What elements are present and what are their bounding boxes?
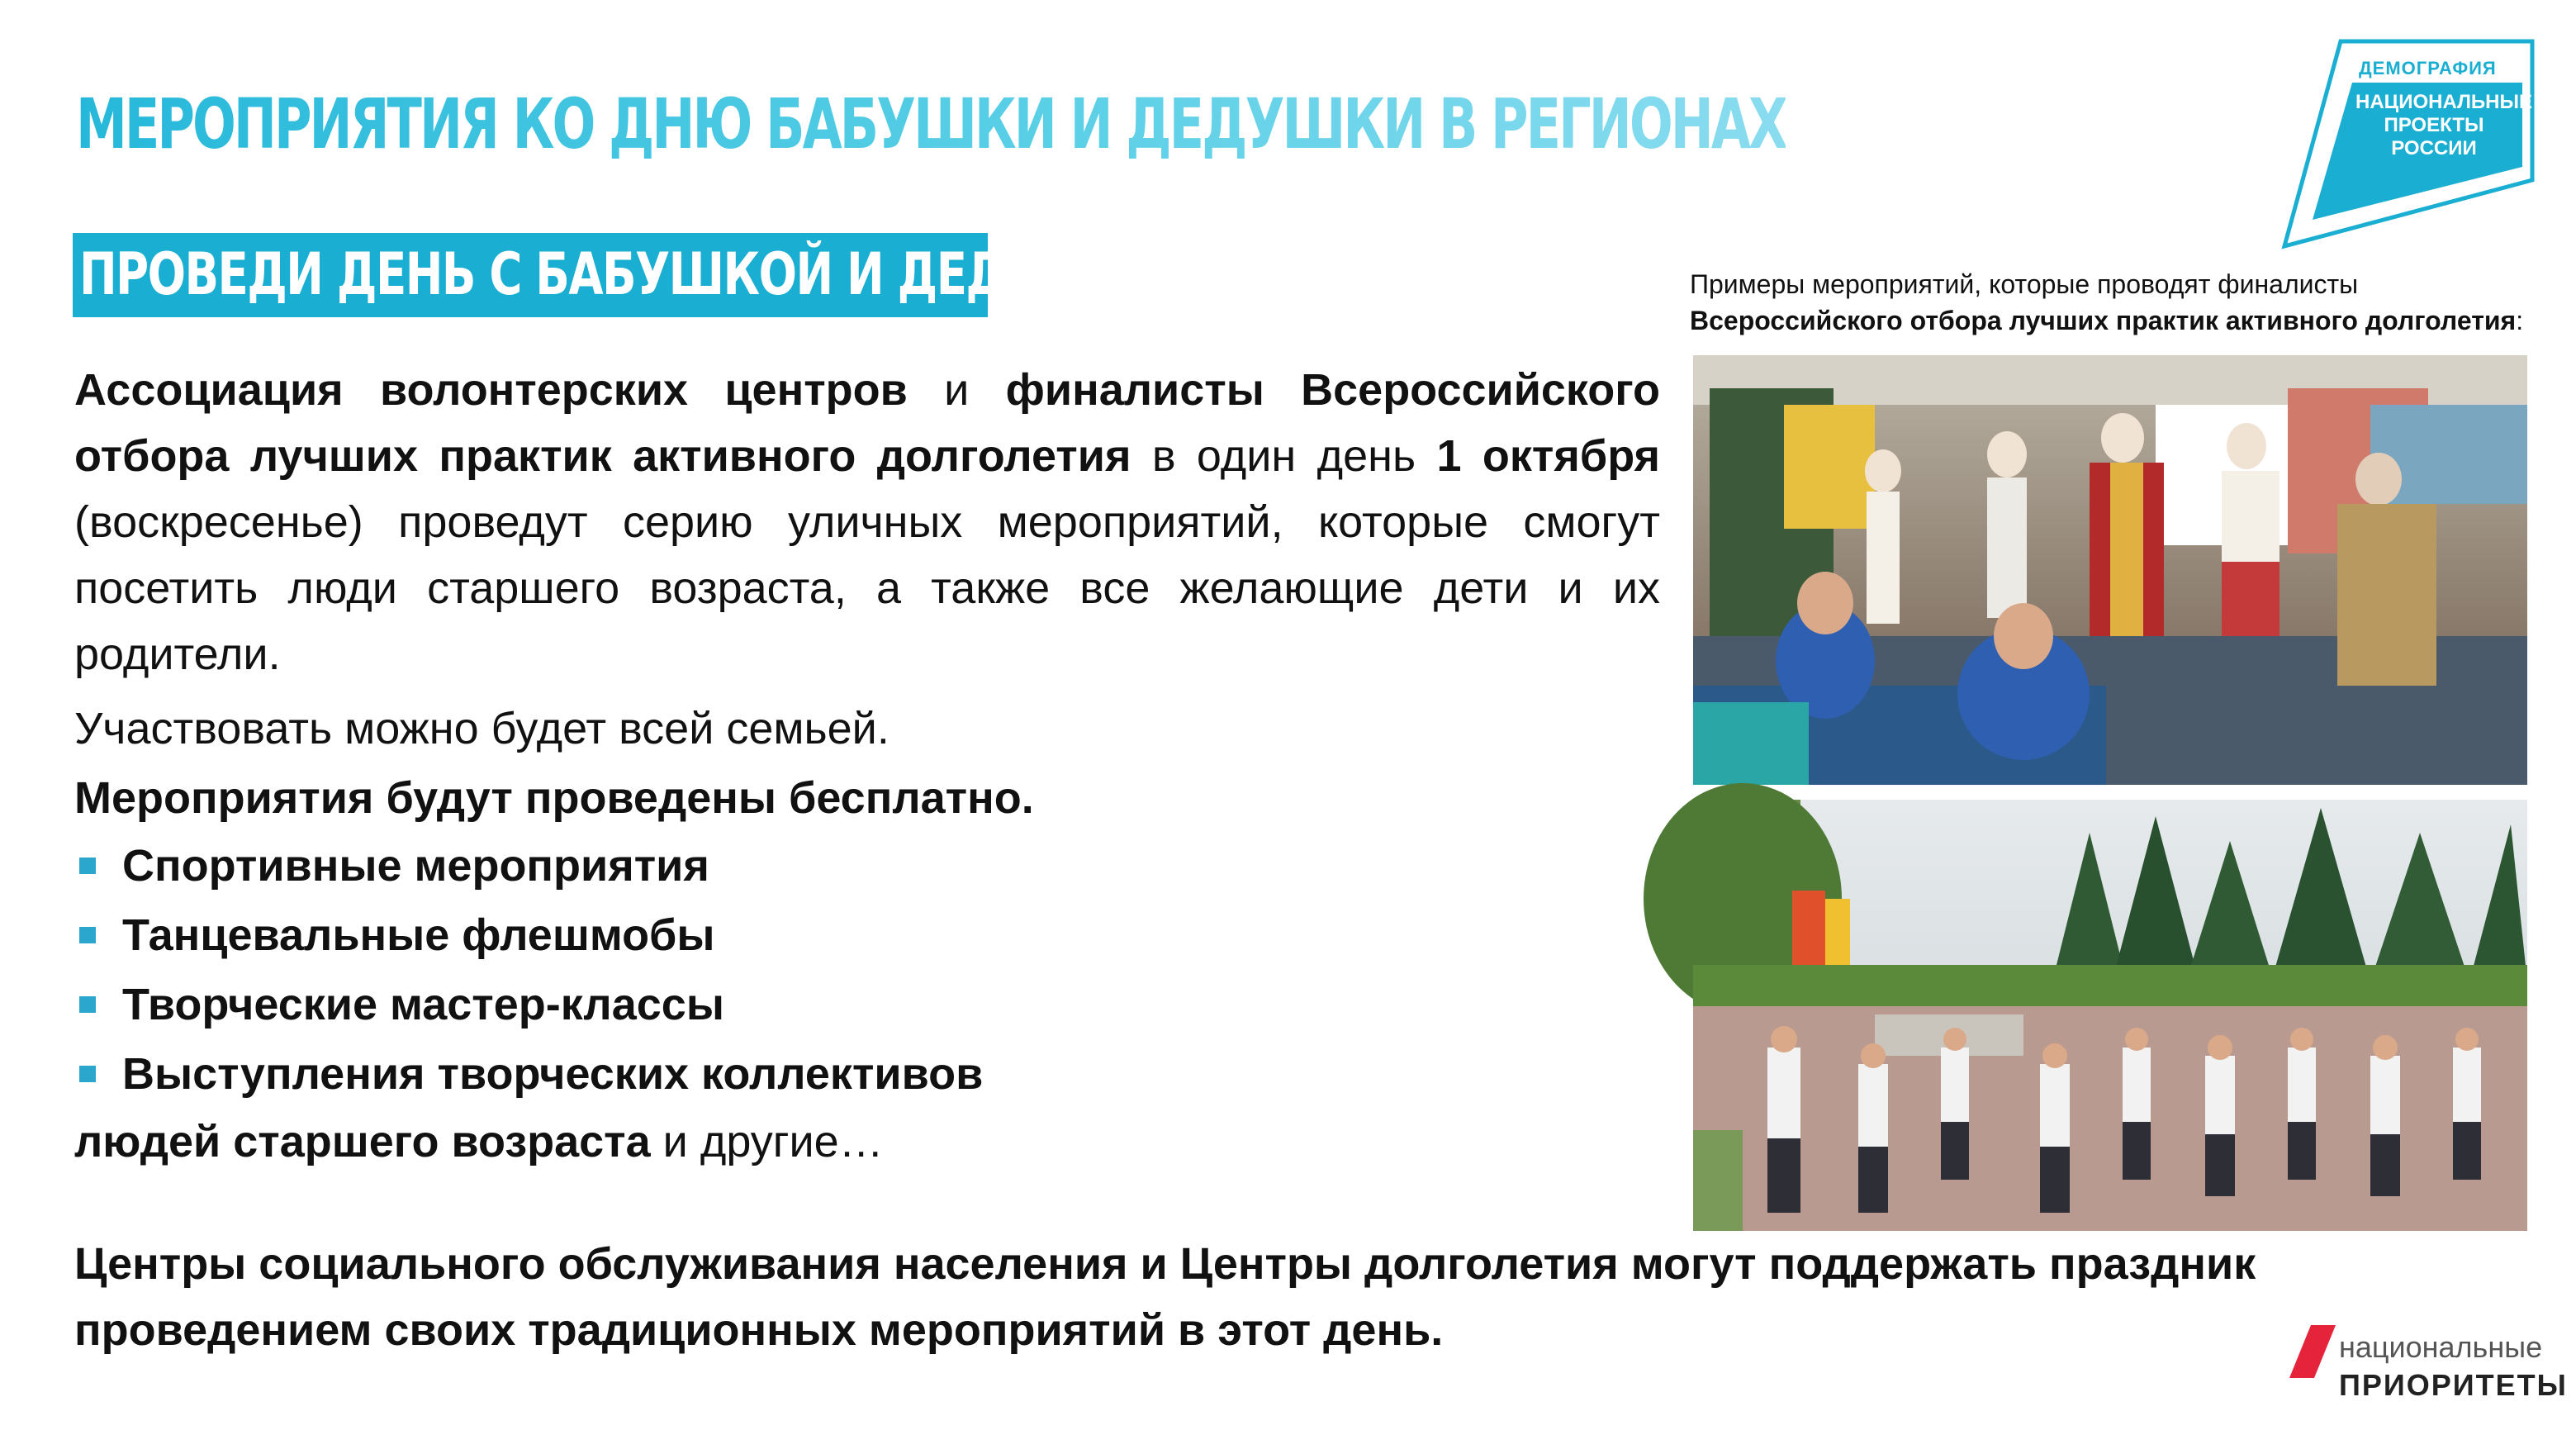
list-item xyxy=(74,1039,1660,1109)
intro-paragraph xyxy=(74,357,1660,687)
page-title: МЕРОПРИЯТИЯ КО ДНЮ БАБУШКИ И ДЕДУШКИ В РЕГИОНАХ xyxy=(76,83,1786,164)
subtitle-text: ПРОВЕДИ ДЕНЬ С БАБУШКОЙ И ДЕДУШКОЙ xyxy=(79,240,1202,308)
footer-line2: проведением своих традиционных мероприятий в этот день. xyxy=(74,1305,1444,1355)
square-bullet-icon xyxy=(79,996,96,1013)
intro-and: и xyxy=(907,365,1006,415)
outdoor-exercise-image xyxy=(1693,800,2527,1231)
demography-national-projects-logo xyxy=(2284,23,2540,254)
events-list xyxy=(74,831,1660,1109)
photos-caption xyxy=(1690,266,2523,339)
list-tail-bold: людей старшего возраста xyxy=(74,1117,651,1166)
free-paragraph: Мероприятия будут проведены бесплатно. xyxy=(74,773,1034,823)
caption-line2-end: : xyxy=(2516,306,2524,335)
list-item-label: Танцевальные флешмобы xyxy=(122,910,715,960)
photo-puppet-theater xyxy=(1693,355,2527,785)
list-item xyxy=(74,970,1660,1039)
intro-rest: (воскресенье) проведут серию уличных мероприятий, которые смогут посетить люди старшего возраста, а также все желающие дети и их родители. xyxy=(74,497,1660,679)
list-tail-normal: и другие… xyxy=(650,1117,884,1166)
national-priorities-logo xyxy=(2289,1314,2568,1413)
caption-line1: Примеры мероприятий, которые проводят финалисты xyxy=(1690,269,2359,299)
puppet-theater-image xyxy=(1693,355,2527,785)
intro-date: 1 октября xyxy=(1436,431,1660,481)
intro-finalists: финалисты Всероссийского отбора лучших практик активного долголетия xyxy=(74,365,1661,481)
list-item-label: Выступления творческих коллективов xyxy=(122,1049,984,1099)
logo-priorities-label: ПРИОРИТЕТЫ xyxy=(2339,1368,2568,1402)
logo-demography-label: ДЕМОГРАФИЯ xyxy=(2359,58,2497,78)
logo-national-label: национальные xyxy=(2339,1330,2543,1364)
list-tail xyxy=(74,1109,1660,1175)
intro-one-day: в один день xyxy=(1131,431,1437,481)
subtitle-banner xyxy=(73,233,1202,317)
red-slash-icon xyxy=(2289,1325,2339,1408)
footer-paragraph xyxy=(74,1231,2521,1363)
logo-national-projects-label: НАЦИОНАЛЬНЫЕ ПРОЕКТЫ РОССИИ xyxy=(2355,91,2532,159)
square-bullet-icon xyxy=(79,858,96,874)
list-item xyxy=(74,831,1660,900)
list-item xyxy=(74,900,1660,970)
square-bullet-icon xyxy=(79,1066,96,1082)
list-item-label: Спортивные мероприятия xyxy=(122,841,709,891)
caption-line2-bold: Всероссийского отбора лучших практик активного долголетия xyxy=(1690,306,2517,335)
photo-outdoor-exercise xyxy=(1693,800,2527,1231)
square-bullet-icon xyxy=(79,927,96,943)
main-content xyxy=(74,357,1660,1175)
footer-line1: Центры социального обслуживания населения и Центры долголетия могут поддержать праздник xyxy=(74,1239,2256,1289)
list-item-label: Творческие мастер-классы xyxy=(122,980,724,1029)
intro-association: Ассоциация волонтерских центров xyxy=(74,365,908,415)
family-paragraph: Участвовать можно будет всей семьей. xyxy=(74,704,890,753)
